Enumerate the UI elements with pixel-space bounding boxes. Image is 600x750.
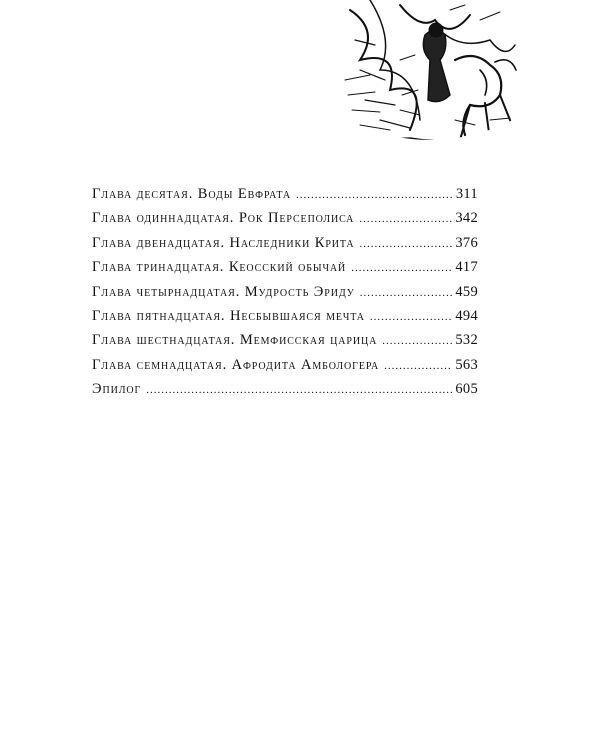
toc-entry[interactable] [92,210,478,234]
toc-entry[interactable] [92,357,478,381]
toc-leader-dots [296,189,453,201]
toc-entry-title: Эпилог [92,381,142,398]
toc-leader-dots [360,238,453,250]
toc-entry[interactable] [92,284,478,308]
toc-entry-page: 494 [455,307,478,324]
toc-entry[interactable] [92,381,478,405]
toc-entry-page: 563 [455,356,478,373]
toc-entry-title: Глава двенадцатая. Наследники Крита [92,234,355,251]
toc-entry-title: Глава тринадцатая. Кеосский обычай [92,259,347,276]
toc-entry[interactable] [92,259,478,283]
toc-entry-page: 532 [455,332,478,349]
table-of-contents [92,186,478,406]
toc-entry-title: Глава одиннадцатая. Рок Персеполиса [92,210,355,227]
toc-entry-page: 459 [455,283,478,300]
toc-entry-page: 376 [455,234,478,251]
toc-entry[interactable] [92,308,478,332]
toc-leader-dots [370,311,452,323]
toc-entry[interactable] [92,332,478,356]
toc-entry-page: 342 [455,210,478,227]
toc-entry-title: Глава пятнадцатая. Несбывшаяся мечта [92,307,365,324]
toc-entry-page: 311 [455,186,478,202]
horse-rider-engraving-icon [340,0,520,150]
toc-leader-dots [382,335,452,347]
toc-entry-page: 605 [455,381,478,398]
toc-entry-title: Глава десятая. Воды Евфрата [92,186,292,202]
toc-entry-page: 417 [455,259,478,276]
toc-entry[interactable] [92,235,478,259]
toc-leader-dots [359,213,452,225]
toc-entry[interactable] [92,186,478,210]
toc-entry-title: Глава шестнадцатая. Мемфисская царица [92,332,378,349]
toc-leader-dots [360,287,453,299]
toc-entry-title: Глава четырнадцатая. Мудрость Эриду [92,283,355,300]
toc-leader-dots [384,360,452,372]
toc-leader-dots [146,384,452,396]
toc-entry-title: Глава семнадцатая. Афродита Амбологера [92,356,380,373]
toc-leader-dots [351,262,452,274]
